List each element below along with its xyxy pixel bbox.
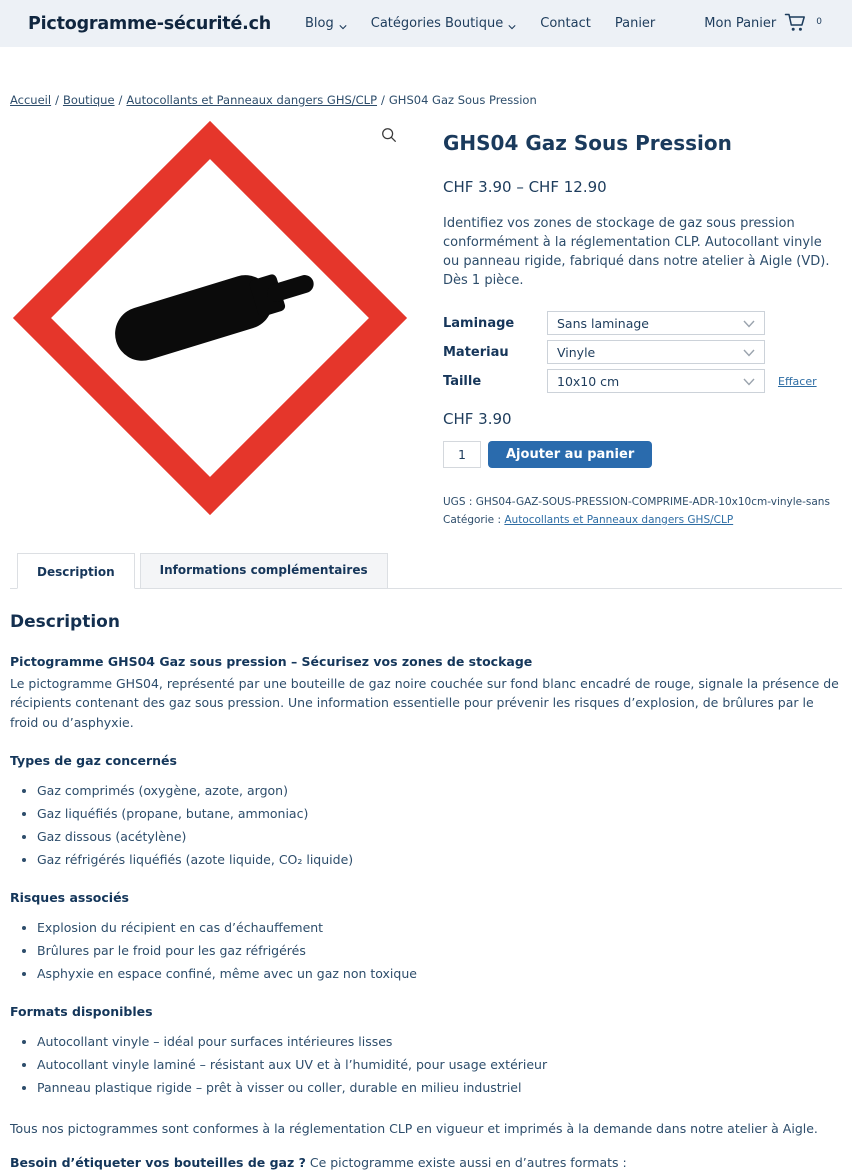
breadcrumb-link-category[interactable]: Autocollants et Panneaux dangers GHS/CLP xyxy=(126,93,378,107)
category-label: Catégorie : xyxy=(443,513,502,526)
list-item: • Gaz comprimés (oxygène, azote, argon) xyxy=(37,782,842,800)
nav-item-blog[interactable] xyxy=(305,16,347,31)
image-zoom-icon[interactable] xyxy=(380,126,402,148)
description-closing-text: Tous nos pictogrammes sont conformes à la réglementation CLP en vigueur et imprimés à la demande dans notre atelier à Aigle. xyxy=(10,1121,818,1137)
main-nav xyxy=(305,16,655,31)
section-title-risques-associes: Risques associés xyxy=(10,890,129,906)
breadcrumb-separator: / xyxy=(55,93,59,107)
sku-line xyxy=(443,494,842,511)
materiau-select-value: Vinyle xyxy=(557,344,596,360)
tab-description[interactable]: Description xyxy=(17,553,135,589)
chevron-down-icon xyxy=(339,20,347,28)
laminage-select-value: Sans laminage xyxy=(557,315,649,331)
product-price-range: CHF 3.90 – CHF 12.90 xyxy=(443,178,607,196)
list-item: • Gaz réfrigérés liquéfiés (azote liquide, CO₂ liquide) xyxy=(37,851,842,869)
nav-item-label: Panier xyxy=(614,16,656,31)
description-cta xyxy=(10,1153,842,1172)
list-item: • Gaz liquéfiés (propane, butane, ammoniac) xyxy=(37,805,842,823)
laminage-select[interactable] xyxy=(547,311,765,335)
description-intro-text: Le pictogramme GHS04, représenté par une bouteille de gaz noire couchée sur fond blanc encadré de rouge, signale la présence de récipients contenant des gaz sous pression. Une information essentielle pour prévenir les risques d’explosion, de brûlures par le froid ou d’asphyxie. xyxy=(10,675,839,730)
product-section xyxy=(10,118,842,529)
nav-item-label: Blog xyxy=(305,16,334,31)
cta-rest-text: Ce pictogramme existe aussi en d’autres formats : xyxy=(305,1154,627,1170)
product-meta xyxy=(443,494,842,529)
taille-select-value: 10x10 cm xyxy=(557,373,620,389)
list-item: • Brûlures par le froid pour les gaz réfrigérés xyxy=(37,942,842,960)
description-panel xyxy=(10,612,842,1172)
chevron-down-icon xyxy=(743,316,755,331)
section-title-formats-disponibles: Formats disponibles xyxy=(10,1004,153,1020)
list-item: • Gaz dissous (acétylène) xyxy=(37,828,842,846)
quantity-input[interactable] xyxy=(443,441,481,468)
nav-item-contact[interactable] xyxy=(540,16,591,31)
taille-select[interactable] xyxy=(547,369,765,393)
breadcrumb-separator: / xyxy=(381,93,385,107)
nav-item-categories-boutique[interactable] xyxy=(371,16,517,31)
variation-row-taille xyxy=(443,369,842,393)
breadcrumb-separator: / xyxy=(118,93,123,107)
list-item: • Explosion du récipient en cas d’échauffement xyxy=(37,919,842,937)
product-summary xyxy=(443,118,842,529)
nav-item-label: Contact xyxy=(540,16,591,31)
nav-item-panier[interactable] xyxy=(615,16,655,31)
list-item: • Autocollant vinyle laminé – résistant aux UV et à l’humidité, pour usage extérieur xyxy=(37,1056,842,1074)
product-short-description: Identifiez vos zones de stockage de gaz sous pression conformément à la réglementation CLP. Autocollant vinyle ou panneau rigide, fabriqué dans notre atelier à Aigle (VD). Dès 1 pièce. xyxy=(443,216,830,288)
selected-variation-price: CHF 3.90 xyxy=(443,410,512,429)
product-variations xyxy=(443,311,842,393)
ghs04-diamond-pictogram xyxy=(10,118,410,518)
product-title: GHS04 Gaz Sous Pression xyxy=(443,131,732,155)
section-title-types-de-gaz: Types de gaz concernés xyxy=(10,752,177,768)
sku-value: GHS04-GAZ-SOUS-PRESSION-COMPRIME-ADR-10x10cm-vinyle-sans xyxy=(475,496,830,509)
site-header xyxy=(0,0,852,47)
breadcrumb-current: GHS04 Gaz Sous Pression xyxy=(388,93,537,107)
cta-bold-text: Besoin d’étiqueter vos bouteilles de gaz ? xyxy=(10,1154,306,1170)
tab-informations-complementaires[interactable]: Informations complémentaires xyxy=(140,553,388,589)
breadcrumb xyxy=(10,93,842,107)
chevron-down-icon xyxy=(743,345,755,360)
product-tabs xyxy=(10,553,842,589)
list-item: • Asphyxie en espace confiné, même avec un gaz non toxique xyxy=(37,965,842,983)
product-image-ghs04-pictogram[interactable] xyxy=(10,118,410,518)
mini-cart-label: Mon Panier xyxy=(704,16,777,31)
chevron-down-icon xyxy=(508,20,516,28)
breadcrumb-link-accueil[interactable]: Accueil xyxy=(10,93,52,107)
cart-count-badge: 0 xyxy=(816,16,822,27)
variation-label: Materiau xyxy=(443,344,509,360)
category-line xyxy=(443,512,842,529)
list-risques-associes xyxy=(10,919,842,983)
list-types-de-gaz xyxy=(10,782,842,870)
variation-row-laminage xyxy=(443,311,842,335)
variation-row-materiau xyxy=(443,340,842,364)
add-to-cart-row xyxy=(443,441,842,468)
sku-label: UGS : xyxy=(443,496,473,509)
description-heading: Description xyxy=(10,612,120,632)
nav-item-label: Catégories Boutique xyxy=(370,16,504,31)
site-logo[interactable]: Pictogramme-sécurité.ch xyxy=(28,13,272,34)
add-to-cart-button[interactable]: Ajouter au panier xyxy=(488,441,652,468)
materiau-select[interactable] xyxy=(547,340,765,364)
mini-cart[interactable] xyxy=(704,11,822,37)
breadcrumb-link-boutique[interactable]: Boutique xyxy=(62,93,115,107)
cart-icon xyxy=(784,11,808,37)
category-link[interactable]: Autocollants et Panneaux dangers GHS/CLP xyxy=(504,513,734,526)
chevron-down-icon xyxy=(743,374,755,389)
variation-label: Laminage xyxy=(443,315,515,331)
variation-label: Taille xyxy=(443,373,482,389)
list-formats-disponibles xyxy=(10,1033,842,1097)
description-intro-title: Pictogramme GHS04 Gaz sous pression – Sécurisez vos zones de stockage xyxy=(10,654,533,669)
clear-variations-link[interactable]: Effacer xyxy=(778,374,817,388)
list-item: • Autocollant vinyle – idéal pour surfaces intérieures lisses xyxy=(37,1033,842,1051)
list-item: • Panneau plastique rigide – prêt à visser ou coller, durable en milieu industriel xyxy=(37,1079,842,1097)
